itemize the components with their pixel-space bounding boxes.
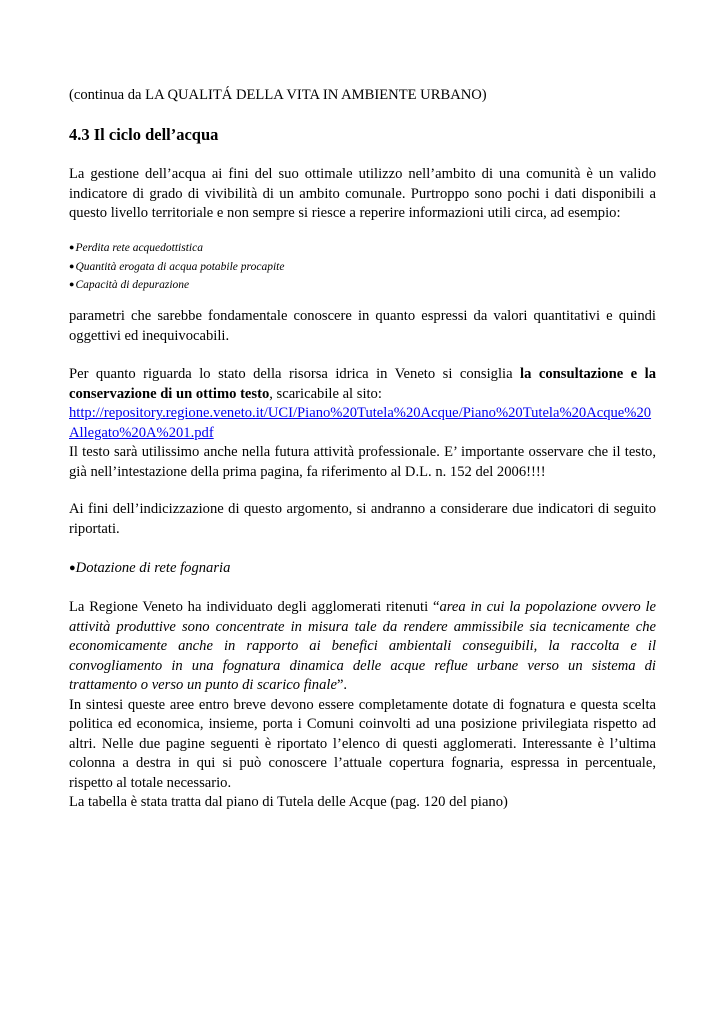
parameters-paragraph: parametri che sarebbe fondamentale conoscere in quanto espressi da valori quantitativi e quindi oggettivi ed inequivocabili. [69, 308, 656, 344]
list-item: ●Capacità di depurazione [69, 279, 190, 291]
repository-link[interactable]: http://repository.regione.veneto.it/UCI/Piano%20Tutela%20Acque/Piano%20Tutela%20Acque%20Allegato%20A%201.pdf [69, 405, 652, 441]
bullet-icon: ● [69, 242, 75, 252]
bullet-icon: ● [69, 279, 75, 289]
list-item: ●Perdita rete acquedottistica [69, 242, 203, 254]
agglomerates-paragraph: La Regione Veneto ha individuato degli agglomerati ritenuti “area in cui la popolazione ovvero le attività produttive sono concentrate in misura tale da rendere ammissibile sia tecnicamente che economicamente anche in rapporto ai benefici ambientali conseguibili, la raccolta e il convogliamento in una fognatura dinamica delle acque reflue urbane verso un sistema di trattamento o verso un punto di scarico finale”. [69, 599, 657, 693]
intro-paragraph: La gestione dell’acqua ai fini del suo ottimale utilizzo nell’ambito di una comunità è un valido indicatore di grado di vivibilità di un ambito comunale. Purtroppo sono pochi i dati disponibili a questo livello territoriale e non sempre si riesce a reperire informazioni utili circa, ad esempio: [69, 166, 656, 221]
list-item: ●Quantità erogata di acqua potabile procapite [69, 260, 285, 273]
water-resource-section [69, 365, 656, 482]
subsection-title: ●Dotazione di rete fognaria [69, 560, 231, 576]
agglomerate-definition: area in cui la popolazione ovvero le attività produttive sono concentrate in misura tale da rendere ammissibile sia tecnicamente che economicamente anche in rapporto ai benefici ambientali conseguibili, la raccolta e il convogliamento in una fognatura dinamica delle acque reflue urbane verso un sistema di trattamento o verso un punto di scarico finale [69, 599, 657, 693]
indicators-paragraph: Ai fini dell’indicizzazione di questo argomento, si andranno a considerare due indicatori di seguito riportati. [69, 501, 656, 537]
bullet-icon: ● [69, 260, 75, 271]
parameters-list [69, 239, 656, 295]
table-source-note: La tabella è stata tratta dal piano di Tutela delle Acque (pag. 120 del piano) [69, 794, 508, 810]
section-title: 4.3 Il ciclo dell’acqua [69, 125, 219, 144]
recommended-text: la consultazione e la conservazione di un ottimo testo [69, 366, 656, 402]
bullet-icon: ● [69, 562, 76, 574]
agglomerates-continuation: In sintesi queste aree entro breve devono essere completamente dotate di fognatura e questa scelta politica ed economica, insieme, porta i Comuni coinvolti ad una posizione privilegiata rispetto ad altri. Nelle due pagine seguenti è riportato l’elenco di questi agglomerati. Interessante è l’ultima colonna a destra in qui si può conoscere l’attuale copertura fognaria, espressa in percentuale, rispetto al totale necessario. [69, 696, 656, 791]
agglomerates-section [69, 598, 656, 813]
water-resource-paragraph: Per quanto riguarda lo stato della risorsa idrica in Veneto si consiglia la consultazione e la conservazione di un ottimo testo, scaricabile al sito: [69, 366, 656, 402]
professional-note: Il testo sarà utilissimo anche nella futura attività professionale. E’ importante osservare che il testo, già nell’intestazione della prima pagina, fa riferimento al D.L. n. 152 del 2006!!!! [69, 444, 656, 480]
continuation-note: (continua da LA QUALITÁ DELLA VITA IN AMBIENTE URBANO) [69, 87, 487, 103]
